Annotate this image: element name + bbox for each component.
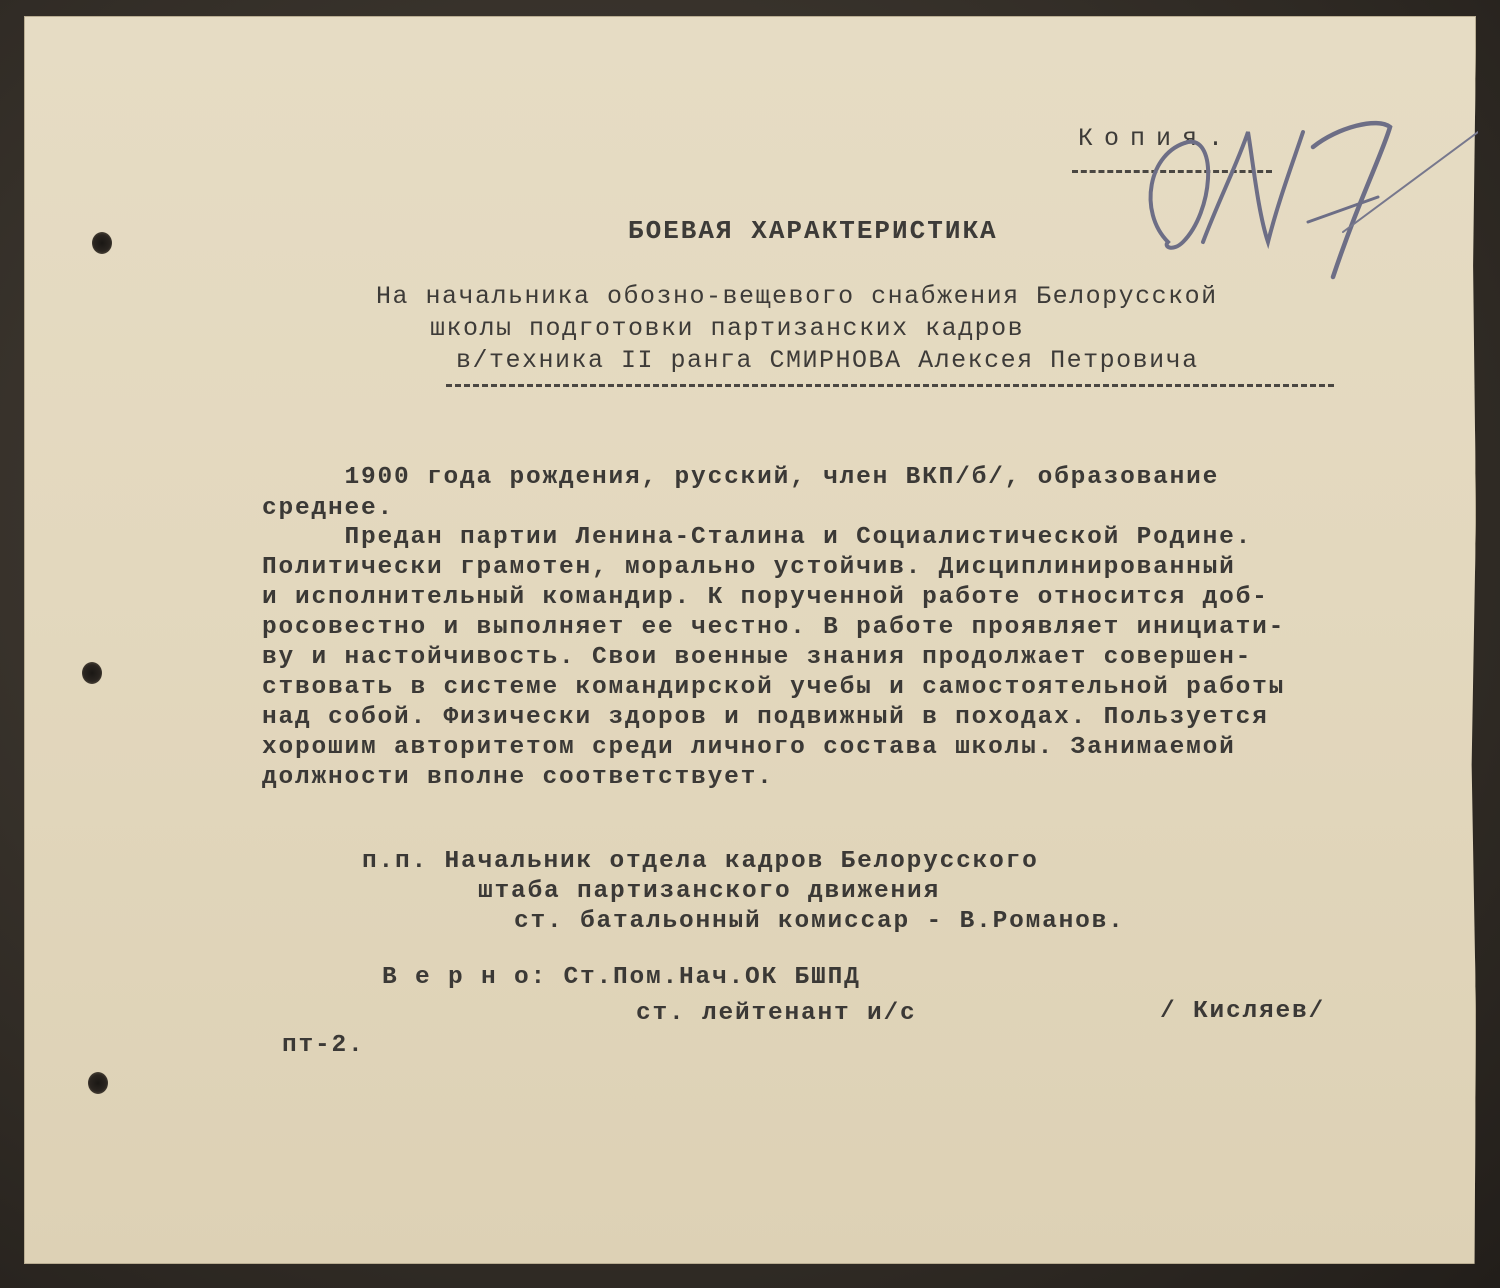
body-line: и исполнительный командир. К порученной работе относится доб-	[262, 584, 1269, 611]
body-line: росовестно и выполняет ее честно. В работе проявляет инициати-	[262, 614, 1286, 641]
signature-line-2: штаба партизанского движения	[478, 878, 941, 905]
body-line: хорошим авторитетом среди личного состава школы. Занимаемой	[262, 734, 1236, 761]
body-line: должности вполне соответствует.	[262, 764, 774, 791]
subject-line-1: На начальника обозно-вещевого снабжения Белорусской	[376, 282, 1218, 311]
handwritten-number	[1128, 92, 1478, 292]
body-line: ву и настойчивость. Свои военные знания продолжает совершен-	[262, 644, 1253, 671]
subject-line-3: в/техника II ранга СМИРНОВА Алексея Петровича	[456, 346, 1199, 375]
body-line: Политически грамотен, морально устойчив. Дисциплинированный	[262, 554, 1236, 581]
body-line: ствовать в системе командирской учебы и самостоятельной работы	[262, 674, 1286, 701]
subject-line-2: школы подготовки партизанских кадров	[430, 314, 1025, 343]
subject-underline	[446, 384, 1334, 387]
body-line: над собой. Физически здоров и подвижный в походах. Пользуется	[262, 704, 1269, 731]
copy-label: Копия.	[1078, 124, 1235, 153]
body-line: среднее.	[262, 495, 395, 522]
reference-code: пт-2.	[282, 1032, 365, 1059]
punch-hole-middle	[82, 662, 102, 684]
certification-line-1: В е р н о: Ст.Пом.Нач.ОК БШПД	[382, 964, 861, 991]
certification-line-2: ст. лейтенант и/с	[636, 1000, 917, 1027]
document-title: БОЕВАЯ ХАРАКТЕРИСТИКА	[628, 216, 998, 246]
body-line: Предан партии Ленина-Сталина и Социалистической Родине.	[262, 524, 1253, 551]
certifier-name: / Кисляев/	[1160, 998, 1326, 1025]
body-line: 1900 года рождения, русский, член ВКП/б/, образование	[262, 464, 1220, 491]
punch-hole-bottom	[88, 1072, 108, 1094]
signature-line-1: п.п. Начальник отдела кадров Белорусского	[362, 848, 1039, 875]
signature-line-3: ст. батальонный комиссар - В.Романов.	[514, 908, 1125, 935]
punch-hole-top	[92, 232, 112, 254]
